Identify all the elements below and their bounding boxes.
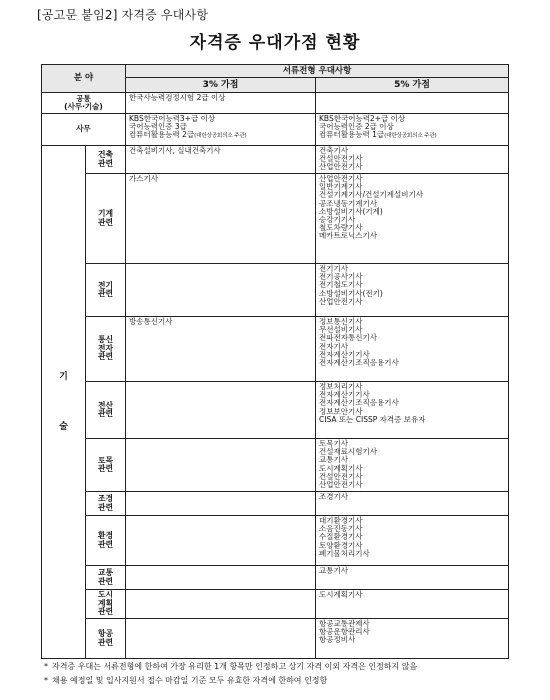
certificate-item: 항공정비사 <box>319 635 356 645</box>
tech-pct3-cell <box>126 590 316 619</box>
certificate-item: 산업안전기사 <box>319 296 363 306</box>
common-5pct <box>316 93 509 114</box>
footnote-2 <box>44 674 417 688</box>
certificate-item: 산업안전기사 <box>319 162 363 172</box>
header-field: 분 야 <box>42 65 126 93</box>
header-group: 서류전형 우대사항 <box>126 65 509 78</box>
office-3pct-line: KBS한국어능력3+급 이상 <box>129 114 216 123</box>
certificate-item: 일반기계기사 <box>319 182 363 192</box>
certificate-item: 소방설비기사(전기) <box>319 288 383 298</box>
tech-row <box>42 174 509 264</box>
tech-field-line: 교통 <box>97 568 114 578</box>
tech-field-label <box>86 146 126 174</box>
office-5pct-line: 국어능력인증 2급 이상 <box>319 122 394 132</box>
certificate-item: 전기기사 <box>319 264 348 273</box>
tech-row <box>42 619 509 659</box>
tech-field-line: 통신 <box>97 335 114 345</box>
common-label <box>42 93 126 114</box>
tech-pct5-cell <box>316 317 509 382</box>
tech-field-line: 관련 <box>97 502 114 512</box>
certificate-item: 산업안전기사 <box>319 480 363 490</box>
certificate-item: 소음진동기사 <box>319 524 363 534</box>
office-3pct-tag: (대한상공회의소 주관) <box>194 133 247 140</box>
tech-field-line: 관련 <box>97 464 114 473</box>
footnote-text: 채용 예정일 및 입사지원서 접수 마감일 기준 모두 유효한 자격에 한하여 인정함 <box>52 676 328 685</box>
office-3pct <box>126 114 316 146</box>
certificate-item: 도시계획기사 <box>319 463 363 473</box>
certificate-item: 전자계산기기사 <box>319 349 370 359</box>
certificate-item: 도시계획기사 <box>319 590 363 599</box>
tech-field-line: 조경 <box>97 494 114 504</box>
certificate-item: 항공운항관리사 <box>319 627 370 637</box>
tech-label-2: 술 <box>59 422 68 432</box>
office-label: 사무 <box>42 114 126 146</box>
tech-pct3-cell <box>126 174 316 264</box>
certificate-item: 토목기사 <box>319 439 348 448</box>
certificate-item: 정보처리기사 <box>319 382 363 391</box>
certificate-item: 가스기사 <box>129 174 158 183</box>
certificate-item: 건축설비기사, 실내건축기사 <box>129 146 221 155</box>
tech-field-line: 관련 <box>97 607 114 617</box>
tech-field-label <box>86 317 126 382</box>
certificate-item: CISA 또는 CISSP 자격증 보유자 <box>319 414 426 424</box>
certificate-item: 방송통신기사 <box>129 317 173 326</box>
certificate-item: 메카트로닉스기사 <box>319 231 377 241</box>
tech-field-label <box>86 174 126 264</box>
tech-field-line: 관련 <box>97 576 114 586</box>
tech-pct5-cell <box>316 264 509 317</box>
certificate-item: 전자기사 <box>319 341 348 351</box>
certificate-item: 산업안전기사 <box>319 174 363 183</box>
certificate-item: 건축기사 <box>319 146 348 155</box>
tech-pct3-cell <box>126 492 316 516</box>
certificate-item: 건설기계기사/건설기계설비기사 <box>319 190 423 200</box>
note-bullet: * <box>44 676 48 685</box>
footnote-1 <box>44 660 417 674</box>
certificate-item: 전파전자통신기사 <box>319 333 377 343</box>
certificate-item: 정보보안기사 <box>319 406 363 416</box>
common-3pct: 한국사능력검정시험 2급 이상 <box>126 93 316 114</box>
note-bullet: * <box>44 662 48 671</box>
tech-field-label <box>86 566 126 590</box>
tech-field-line: 전기 <box>97 280 114 290</box>
certificate-item: 건설재료시험기사 <box>319 447 377 457</box>
tech-pct3-cell <box>126 382 316 439</box>
tech-field-label <box>86 516 126 566</box>
certificate-item: 전자계산기조직응용기사 <box>319 358 399 368</box>
tech-pct5-cell <box>316 566 509 590</box>
certificate-item: 교통기사 <box>319 455 348 465</box>
tech-field-line: 관련 <box>97 539 114 549</box>
tech-pct5-cell <box>316 174 509 264</box>
tech-field-line: 관련 <box>97 409 114 418</box>
common-label-2: (사무·기술) <box>64 102 103 111</box>
tech-field-line: 건축 <box>97 150 114 160</box>
office-row <box>42 114 509 146</box>
certificate-item: 전기철도기사 <box>319 280 363 290</box>
tech-field-line: 관련 <box>97 637 114 647</box>
certificate-table <box>41 64 509 659</box>
common-row <box>42 93 509 114</box>
tech-field-line: 토목 <box>97 455 114 465</box>
certificate-item: 승강기기사 <box>319 215 356 225</box>
tech-pct5-cell <box>316 590 509 619</box>
office-5pct-tag: (대한상공회의소 주관) <box>384 133 437 140</box>
tech-row <box>42 439 509 492</box>
tech-row <box>42 146 509 174</box>
tech-pct3-cell <box>126 516 316 566</box>
tech-field-line: 기계 <box>97 209 114 219</box>
office-5pct-line: 컴퓨터활용능력 1급 <box>319 130 385 140</box>
certificate-item: 철도차량기사 <box>319 223 363 233</box>
tech-field-label <box>86 439 126 492</box>
common-label-1: 공통 <box>76 93 91 103</box>
tech-field-label <box>86 492 126 516</box>
certificate-item: 항공교통관제사 <box>319 619 370 628</box>
certificate-item: 전자계산기기사 <box>319 390 370 400</box>
office-5pct <box>316 114 509 146</box>
tech-field-line: 관련 <box>97 352 114 362</box>
tech-row <box>42 590 509 619</box>
tech-pct5-cell <box>316 439 509 492</box>
tech-row <box>42 317 509 382</box>
tech-pct5-cell <box>316 492 509 516</box>
footnote-text: 자격증 우대는 서류전형에 한하여 가장 유리한 1개 항목만 인정하고 상기 자격 이외 자격은 인정하지 않음 <box>52 662 418 671</box>
tech-field-line: 전자 <box>97 343 114 353</box>
tech-pct5-cell <box>316 516 509 566</box>
tech-field-label <box>86 382 126 439</box>
tech-row <box>42 492 509 516</box>
tech-pct3-cell <box>126 566 316 590</box>
certificate-item: 전자계산기조직응용기사 <box>319 398 399 408</box>
certificate-item: 전기공사기사 <box>319 272 363 282</box>
tech-row <box>42 566 509 590</box>
tech-field-line: 항공 <box>97 629 114 639</box>
footnotes <box>44 660 417 688</box>
certificate-item: 건설안전기사 <box>319 471 363 481</box>
tech-pct3-cell <box>126 146 316 174</box>
certificate-item: 토양환경기사 <box>319 540 363 550</box>
tech-row <box>42 516 509 566</box>
tech-field-line: 관련 <box>97 289 114 298</box>
certificate-item: 소방설비기사(기계) <box>319 206 383 216</box>
tech-row <box>42 382 509 439</box>
certificate-item: 건설안전기사 <box>319 154 363 164</box>
tech-pct5-cell <box>316 382 509 439</box>
page-title: 자격증 우대가점 현황 <box>189 33 361 53</box>
tech-pct5-cell <box>316 619 509 659</box>
certificate-item: 공조냉동기계기사 <box>319 198 377 208</box>
certificate-item: 폐기물처리기사 <box>319 548 370 558</box>
tech-field-line: 전산 <box>97 400 114 410</box>
office-3pct-line: 컴퓨터활용능력 2급 <box>129 130 195 140</box>
tech-field-line: 관련 <box>97 217 114 227</box>
tech-pct3-cell <box>126 264 316 317</box>
tech-field-line: 환경 <box>97 531 114 541</box>
tech-field-line: 계획 <box>97 598 114 608</box>
table-header-row <box>42 65 509 78</box>
certificate-item: 교통기사 <box>319 566 348 575</box>
office-5pct-line: KBS한국어능력2+급 이상 <box>319 114 406 123</box>
tech-pct3-cell <box>126 619 316 659</box>
attachment-label: [공고문 붙임2] 자격증 우대사항 <box>37 8 209 22</box>
certificate-item: 정보통신기사 <box>319 317 363 326</box>
tech-field-label <box>86 619 126 659</box>
tech-field-line: 도시 <box>97 590 114 600</box>
tech-field-line: 관련 <box>97 158 114 168</box>
certificate-item: 수질환경기사 <box>319 532 363 542</box>
tech-pct3-cell <box>126 317 316 382</box>
certificate-item: 무선설비기사 <box>319 325 363 335</box>
header-3pct: 3% 가점 <box>126 78 316 93</box>
tech-label-1: 기 <box>59 371 68 382</box>
office-3pct-line: 국어능력인증 3급 <box>129 122 187 132</box>
tech-pct5-cell <box>316 146 509 174</box>
certificate-item: 조경기사 <box>319 492 348 501</box>
tech-row <box>42 264 509 317</box>
tech-category-label <box>42 146 86 659</box>
tech-pct3-cell <box>126 439 316 492</box>
certificate-item: 대기환경기사 <box>319 516 363 525</box>
header-5pct: 5% 가점 <box>316 78 509 93</box>
tech-field-label <box>86 590 126 619</box>
tech-field-label <box>86 264 126 317</box>
